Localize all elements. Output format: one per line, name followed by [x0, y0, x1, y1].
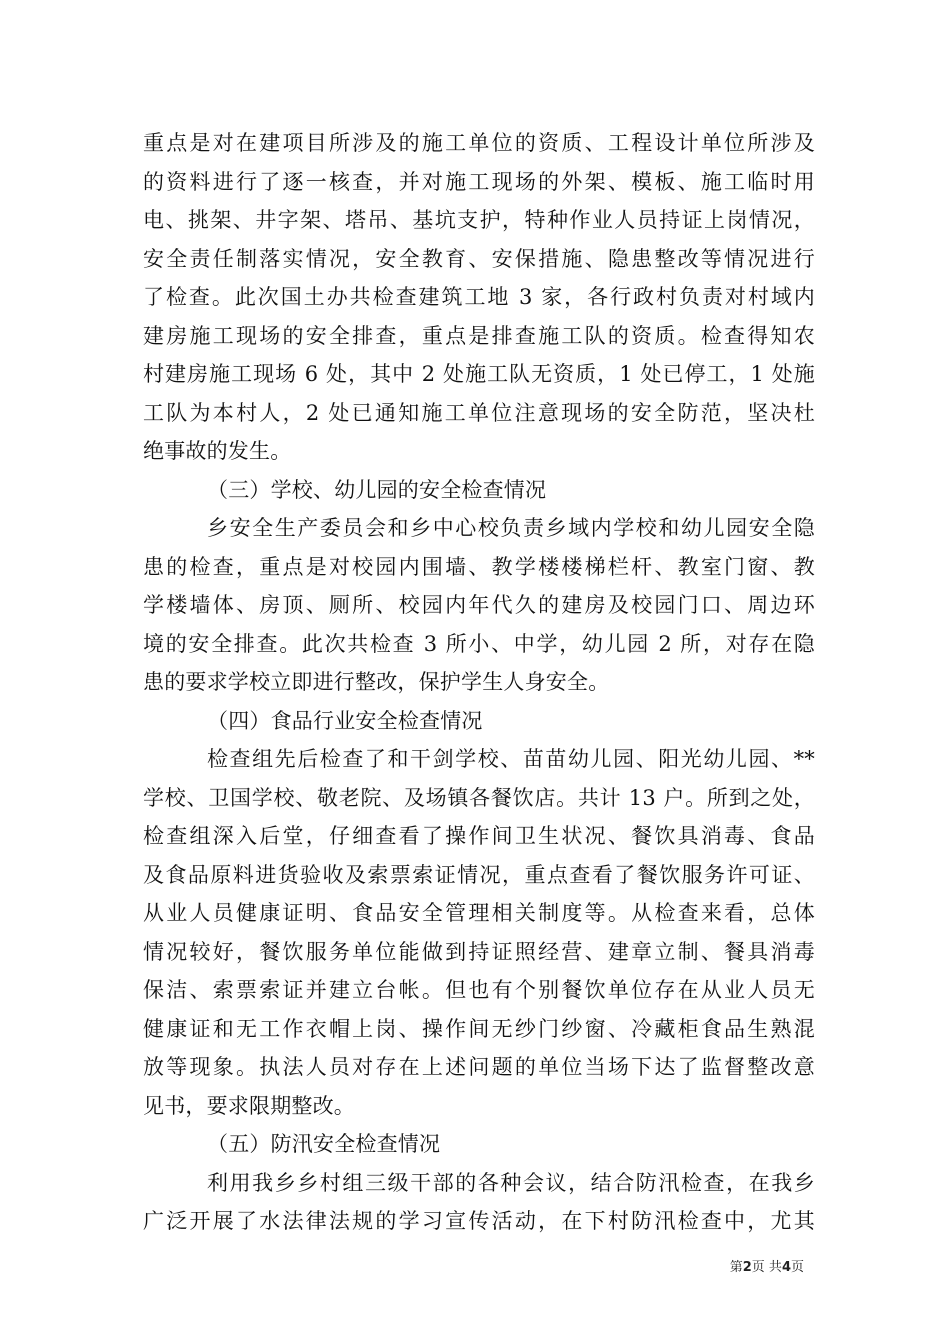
paragraph-line: 乡安全生产委员会和乡中心校负责乡域内学校和幼儿园安全隐	[207, 516, 815, 540]
paragraph-line: 村建房施工现场 6 处，其中 2 处施工队无资质，1 处已停工，1 处施	[143, 362, 815, 386]
current-page-number: 2	[742, 1260, 752, 1275]
paragraph-line: 利用我乡乡村组三级干部的各种会议，结合防汛检查，在我乡	[207, 1170, 815, 1195]
total-page-number: 4	[781, 1260, 791, 1275]
paragraph-line: 境的安全排查。此次共检查 3 所小、中学，幼儿园 2 所，对存在隐	[143, 631, 815, 656]
paragraph-line: 广泛开展了水法律法规的学习宣传活动，在下村防汛检查中，尤其	[143, 1209, 815, 1233]
section-heading: （三）学校、幼儿园的安全检查情况	[207, 477, 547, 502]
paragraph-line: 绝事故的发生。	[143, 439, 292, 463]
paragraph-line: 建房施工现场的安全排查，重点是排查施工队的资质。检查得知农	[143, 323, 815, 348]
paragraph-line: 学楼墙体、房顶、厕所、校园内年代久的建房及校园门口、周边环	[143, 593, 815, 617]
footer-prefix: 第	[729, 1260, 743, 1275]
paragraph-line: 了检查。此次国土办共检查建筑工地 3 家，各行政村负责对村域内	[143, 285, 815, 309]
paragraph-line: 检查组深入后堂，仔细查看了操作间卫生状况、餐饮具消毒、食品	[143, 824, 815, 848]
paragraph-line: 及食品原料进货验收及索票索证情况，重点查看了餐饮服务许可证、	[143, 862, 815, 887]
page-footer	[730, 1260, 804, 1276]
body-text	[143, 124, 815, 1241]
section-heading: （五）防汛安全检查情况	[207, 1132, 441, 1156]
paragraph-line: 患的检查，重点是对校园内围墙、教学楼楼梯栏杆、教室门窗、教	[143, 554, 815, 579]
footer-middle: 页 共	[751, 1260, 782, 1275]
paragraph-line: 保洁、索票索证并建立台帐。但也有个别餐饮单位存在从业人员无	[143, 978, 815, 1002]
paragraph-line: 工队为本村人，2 处已通知施工单位注意现场的安全防范，坚决杜	[143, 400, 815, 425]
paragraph-line: 情况较好，餐饮服务单位能做到持证照经营、建章立制、餐具消毒	[143, 939, 815, 964]
paragraph-line: 学校、卫国学校、敬老院、及场镇各餐饮店。共计 13 户。所到之处，	[143, 785, 815, 810]
paragraph-line: 健康证和无工作衣帽上岗、操作间无纱门纱窗、冷藏柜食品生熟混	[143, 1016, 815, 1041]
paragraph-line: 检查组先后检查了和干剑学校、苗苗幼儿园、阳光幼儿园、**	[207, 747, 815, 771]
paragraph-line: 安全责任制落实情况，安全教育、安保措施、隐患整改等情况进行	[143, 246, 815, 271]
paragraph-line: 电、挑架、井字架、塔吊、基坑支护，特种作业人员持证上岗情况，	[143, 208, 815, 232]
section-heading: （四）食品行业安全检查情况	[207, 708, 483, 733]
paragraph-line: 重点是对在建项目所涉及的施工单位的资质、工程设计单位所涉及	[143, 131, 815, 155]
paragraph-line: 从业人员健康证明、食品安全管理相关制度等。从检查来看，总体	[143, 901, 815, 925]
paragraph-line: 见书，要求限期整改。	[143, 1093, 355, 1118]
paragraph-line: 的资料进行了逐一核查，并对施工现场的外架、模板、施工临时用	[143, 169, 815, 194]
paragraph-line: 放等现象。执法人员对存在上述问题的单位当场下达了监督整改意	[143, 1055, 815, 1079]
footer-suffix: 页	[790, 1260, 804, 1275]
paragraph-line: 患的要求学校立即进行整改，保护学生人身安全。	[143, 670, 610, 694]
